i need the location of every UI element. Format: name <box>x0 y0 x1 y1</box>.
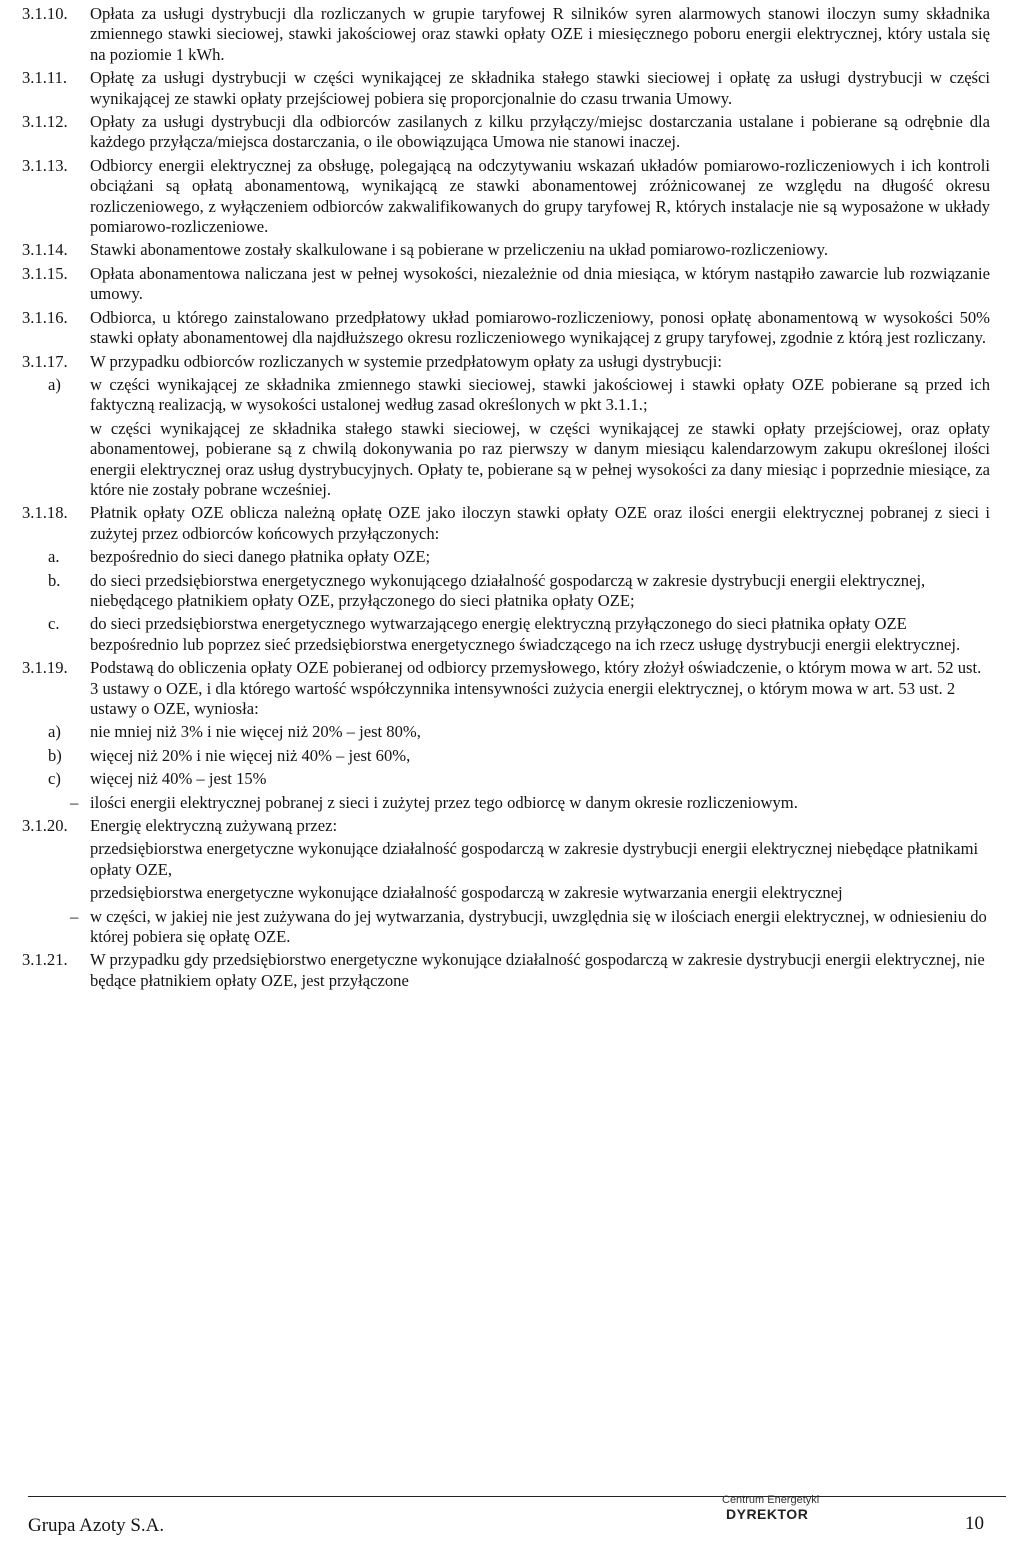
dash-text: ilości energii elektrycznej pobranej z sieci i zużytej przez tego odbiorcę w danym okresie rozliczeniowym. <box>90 792 798 812</box>
dash-paragraph-3-1-19 <box>22 793 990 813</box>
clause-3-1-20 <box>22 816 990 836</box>
stamp-department: Centrum Energetyki <box>722 1494 820 1506</box>
clause-3-1-16 <box>22 308 990 349</box>
subclause-label: b) <box>48 745 62 765</box>
subclause-label: c. <box>48 614 60 634</box>
subclause-text: do sieci przedsiębiorstwa energetycznego wytwarzającego energię elektryczną przyłączonego do sieci płatnika opłaty OZE bezpośrednio lub poprzez sieć przedsiębiorstwa energetycznego świadczącego na ich rzecz usługę dystrybucji energii elektrycznej. <box>90 614 961 654</box>
clause-number: 3.1.21. <box>22 950 68 970</box>
subclause-label: a) <box>48 374 61 394</box>
page-number: 10 <box>965 1513 984 1534</box>
dash-marker: – <box>70 792 79 812</box>
clause-number: 3.1.16. <box>22 307 68 327</box>
clause-number: 3.1.14. <box>22 240 68 260</box>
subclause-3-1-19-c <box>22 769 990 789</box>
subclause-text: więcej niż 40% – jest 15% <box>90 769 267 789</box>
paragraph-3-1-20-first: przedsiębiorstwa energetyczne wykonujące działalność gospodarczą w zakresie dystrybucji energii elektrycznej niebędące płatnikami opłaty OZE, <box>90 839 979 879</box>
dash-marker: – <box>70 906 79 926</box>
clause-text: Podstawą do obliczenia opłaty OZE pobieranej od odbiorcy przemysłowego, który złożył oświadczenie, o którym mowa w art. 52 ust. 3 ustawy o OZE, i dla którego wartość współczynnika intensywności zużycia energii elektrycznej, o którym mowa w art. 53 ust. 2 ustawy o OZE, wyniosła: <box>90 658 982 718</box>
clause-text: Opłata abonamentowa naliczana jest w pełnej wysokości, niezależnie od dnia miesiąca, w którym nastąpiło zawarcie lub rozwiązanie umowy. <box>90 263 990 304</box>
subclause-label: a. <box>48 547 60 567</box>
clause-number: 3.1.13. <box>22 155 68 175</box>
clause-3-1-14 <box>22 240 990 260</box>
clause-3-1-15 <box>22 264 990 305</box>
subclause-text: bezpośrednio do sieci danego płatnika opłaty OZE; <box>90 547 431 567</box>
clause-number: 3.1.15. <box>22 263 68 283</box>
dash-text: w części, w jakiej nie jest zużywana do jej wytwarzania, dystrybucji, uwzględnia się w ilościach energii elektrycznej, w odniesieniu do której pobiera się opłatę OZE. <box>90 906 987 947</box>
clause-3-1-12 <box>22 112 990 153</box>
dash-paragraph-3-1-20 <box>22 907 990 948</box>
clause-number: 3.1.17. <box>22 351 68 371</box>
clause-3-1-10 <box>22 4 990 65</box>
clause-text: Odbiorca, u którego zainstalowano przedpłatowy układ pomiarowo-rozliczeniowy, ponosi opłatę abonamentową w wysokości 50% stawki opłaty abonamentowej dla najdłuższego okresu rozliczeniowego wynikającej z grupy taryfowej, zgodnie z którą jest rozliczany. <box>90 307 990 348</box>
subclause-label: a) <box>48 722 61 742</box>
clause-number: 3.1.19. <box>22 658 68 678</box>
footer-organization: Grupa Azoty S.A. <box>28 1515 165 1536</box>
clause-3-1-19 <box>22 658 990 719</box>
clause-3-1-11 <box>22 68 990 109</box>
clause-text: W przypadku gdy przedsiębiorstwo energetyczne wykonujące działalność gospodarczą w zakresie dystrybucji energii elektrycznej, nie będące płatnikiem opłaty OZE, jest przyłączone <box>90 950 985 990</box>
subclause-text: więcej niż 20% i nie więcej niż 40% – jest 60%, <box>90 745 411 765</box>
clause-text: W przypadku odbiorców rozliczanych w systemie przedpłatowym opłaty za usługi dystrybucji: <box>90 351 722 371</box>
clause-number: 3.1.10. <box>22 4 68 23</box>
clause-text: Opłatę za usługi dystrybucji w części wynikającej ze składnika stałego stawki sieciowej i opłatę za usługi dystrybucji w części wynikającej ze stawki opłaty przejściowej pobiera się proporcjonalnie do czasu trwania Umowy. <box>90 68 990 108</box>
paragraph-3-1-20-second: przedsiębiorstwa energetyczne wykonujące działalność gospodarczą w zakresie wytwarzania energii elektrycznej <box>90 883 843 903</box>
clause-text: Odbiorcy energii elektrycznej za obsługę, polegającą na odczytywaniu wskazań układów pomiarowo-rozliczeniowych i ich kontroli obciążani są opłatą abonamentową, wynikającą ze stawki abonamentowej zróżnicowanej ze względu na długość okresu rozliczeniowego, z wyłączeniem odbiorców zakwalifikowanych do grupy taryfowej R, których instalacje nie są wyposażone w układy pomiarowo-rozliczeniowe. <box>90 155 990 237</box>
subclause-3-1-19-a <box>22 722 990 742</box>
clause-text: Opłaty za usługi dystrybucji dla odbiorców zasilanych z kilku przyłączy/miejsc dostarczania ustalane i pobierane są odrębnie dla każdego przyłącza/miejsca dostarczania, o ile obowiązująca Umowa nie stanowi inaczej. <box>90 112 990 152</box>
clause-text: Stawki abonamentowe zostały skalkulowane i są pobierane w przeliczeniu na układ pomiarowo-rozliczeniowy. <box>90 240 829 260</box>
subclause-3-1-17-a <box>22 375 990 416</box>
subclause-label: b. <box>48 570 61 590</box>
subclause-text: nie mniej niż 3% i nie więcej niż 20% – jest 80%, <box>90 722 421 742</box>
page-footer <box>28 1490 1006 1538</box>
subclause-text: w części wynikającej ze składnika zmiennego stawki sieciowej, stawki jakościowej i stawki opłaty OZE pobierane są przed ich faktyczną realizacją, w wysokości ustalonej według zasad określonych w pkt 3.1.1.; <box>90 374 990 415</box>
clause-text: Opłata za usługi dystrybucji dla rozliczanych w grupie taryfowej R silników syren alarmowych stanowi iloczyn sumy składnika zmiennego stawki sieciowej, stawki jakościowej oraz stawki opłaty OZE i miesięcznego poboru energii elektrycznej, który ustala się na poziomie 1 kWh. <box>90 4 990 64</box>
clause-3-1-18 <box>22 503 990 544</box>
subclause-3-1-19-b <box>22 746 990 766</box>
paragraph-3-1-17: w części wynikającej ze składnika stałego stawki sieciowej, w części wynikającej ze stawki opłaty przejściowej, oraz opłaty abonamentowej, pobierane są z chwilą dokonywania po raz pierwszy w danym miesiącu kalendarzowym zakupu określonej ilości energii elektrycznej oraz usług dystrybucyjnych. Opłaty te, pobierane są w pełnej wysokości za dany miesiąc i poprzednie miesiące, za które nie zostały pobrane wcześniej. <box>90 418 990 499</box>
clause-text: Energię elektryczną zużywaną przez: <box>90 816 338 836</box>
subclause-3-1-18-c <box>22 614 990 655</box>
document-body <box>22 4 990 994</box>
clause-number: 3.1.18. <box>22 503 68 523</box>
stamp-title: DYREKTOR <box>726 1506 809 1522</box>
clause-number: 3.1.20. <box>22 816 68 836</box>
clause-3-1-21 <box>22 950 990 991</box>
subclause-text: do sieci przedsiębiorstwa energetycznego wykonującego działalność gospodarczą w zakresie dystrybucji energii elektrycznej, niebędącego płatnikiem opłaty OZE, przyłączonego do sieci płatnika opłaty OZE; <box>90 570 926 610</box>
subclause-3-1-18-a <box>22 547 990 567</box>
clause-3-1-17 <box>22 352 990 372</box>
subclause-label: c) <box>48 769 61 789</box>
clause-number: 3.1.11. <box>22 68 68 88</box>
clause-3-1-13 <box>22 156 990 238</box>
clause-text: Płatnik opłaty OZE oblicza należną opłatę OZE jako iloczyn stawki opłaty OZE oraz ilości energii elektrycznej pobranej z sieci i zużytej przez odbiorców końcowych przyłączonych: <box>90 503 990 543</box>
clause-number: 3.1.12. <box>22 112 68 132</box>
footer-divider <box>28 1496 1006 1497</box>
subclause-3-1-18-b <box>22 571 990 612</box>
